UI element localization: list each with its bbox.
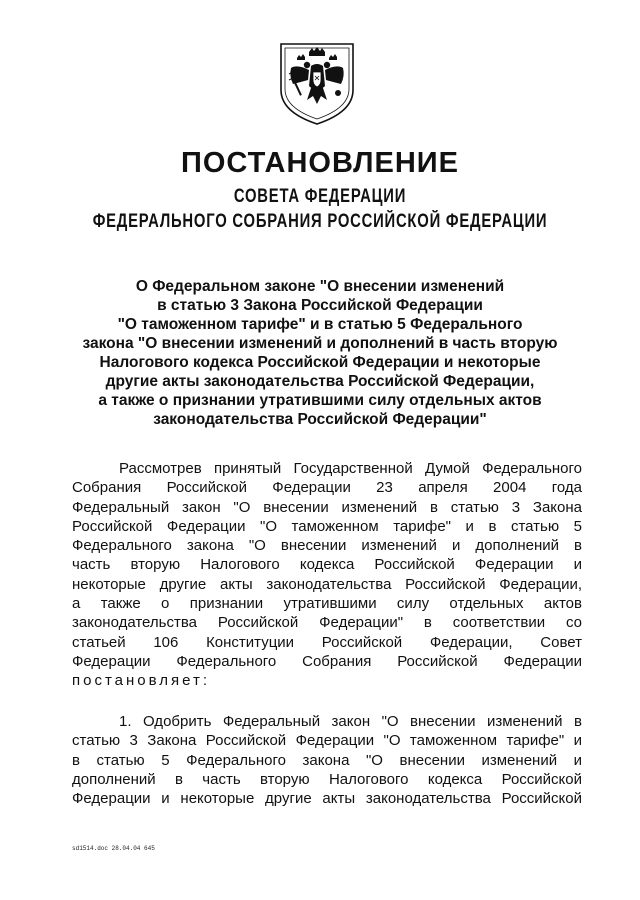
body-line: в статью 5 Федерального закона "О внесении изменений и bbox=[72, 751, 582, 769]
body-line: статьей 106 Конституции Российской Федерации, Совет bbox=[72, 633, 582, 651]
title-line: Налогового кодекса Российской Федерации и некоторые bbox=[99, 354, 541, 371]
preamble-paragraph bbox=[72, 459, 582, 691]
body-line: Собрания Российской Федерации 23 апреля 2004 года bbox=[72, 479, 582, 497]
title-line: закона "О внесении изменений и дополнений в часть вторую bbox=[82, 335, 558, 352]
body-line: Федерального закона "О внесении изменений и дополнений в bbox=[72, 537, 582, 555]
title-line: "О таможенном тарифе" и в статью 5 Федерального bbox=[117, 316, 523, 333]
body-line: Федерации и некоторые другие акты законодательства Российской bbox=[72, 790, 582, 808]
document-title bbox=[70, 277, 570, 429]
resolution-item-1 bbox=[72, 712, 582, 808]
document-code: sd1514.doc 28.04.04 645 bbox=[72, 845, 155, 852]
body-line: Рассмотрев принятый Государственной Думой Федерального bbox=[119, 460, 582, 477]
body-line: Федеральный закон "О внесении изменений в статью 3 Закона bbox=[72, 498, 582, 516]
body-line: Федерации Федерального Собрания Российской Федерации bbox=[72, 652, 582, 670]
issuer-heading-line1: СОВЕТА ФЕДЕРАЦИИ bbox=[233, 186, 407, 207]
body-line: некоторые другие акты законодательства Российской Федерации, bbox=[72, 575, 582, 593]
document-type-heading: ПОСТАНОВЛЕНИЕ bbox=[181, 147, 459, 179]
title-line: в статью 3 Закона Российской Федерации bbox=[157, 297, 483, 314]
body-line: статью 3 Закона Российской Федерации "О таможенном тарифе" и bbox=[72, 732, 582, 750]
resolves-keyword: постановляет: bbox=[72, 672, 211, 690]
body-line: законодательства Российской Федерации" в соответствии со bbox=[72, 614, 582, 632]
body-line: часть вторую Налогового кодекса Российской Федерации и bbox=[72, 556, 582, 574]
title-line: О Федеральном законе "О внесении изменений bbox=[135, 278, 505, 295]
russian-coat-of-arms-icon bbox=[275, 38, 359, 126]
title-line: законодательства Российской Федерации" bbox=[153, 411, 487, 428]
issuer-heading-line2: ФЕДЕРАЛЬНОГО СОБРАНИЯ РОССИЙСКОЙ ФЕДЕРАЦИИ bbox=[92, 211, 548, 232]
title-line: а также о признании утратившими силу отдельных актов bbox=[98, 392, 542, 409]
body-line: 1. Одобрить Федеральный закон "О внесении изменений в bbox=[119, 713, 582, 730]
body-line: а также о признании утратившими силу отдельных актов bbox=[72, 595, 582, 613]
title-line: другие акты законодательства Российской Федерации, bbox=[105, 373, 535, 390]
body-line: Российской Федерации "О таможенном тарифе" и в статью 5 bbox=[72, 517, 582, 535]
body-line: дополнений в часть вторую Налогового кодекса Российской bbox=[72, 770, 582, 788]
